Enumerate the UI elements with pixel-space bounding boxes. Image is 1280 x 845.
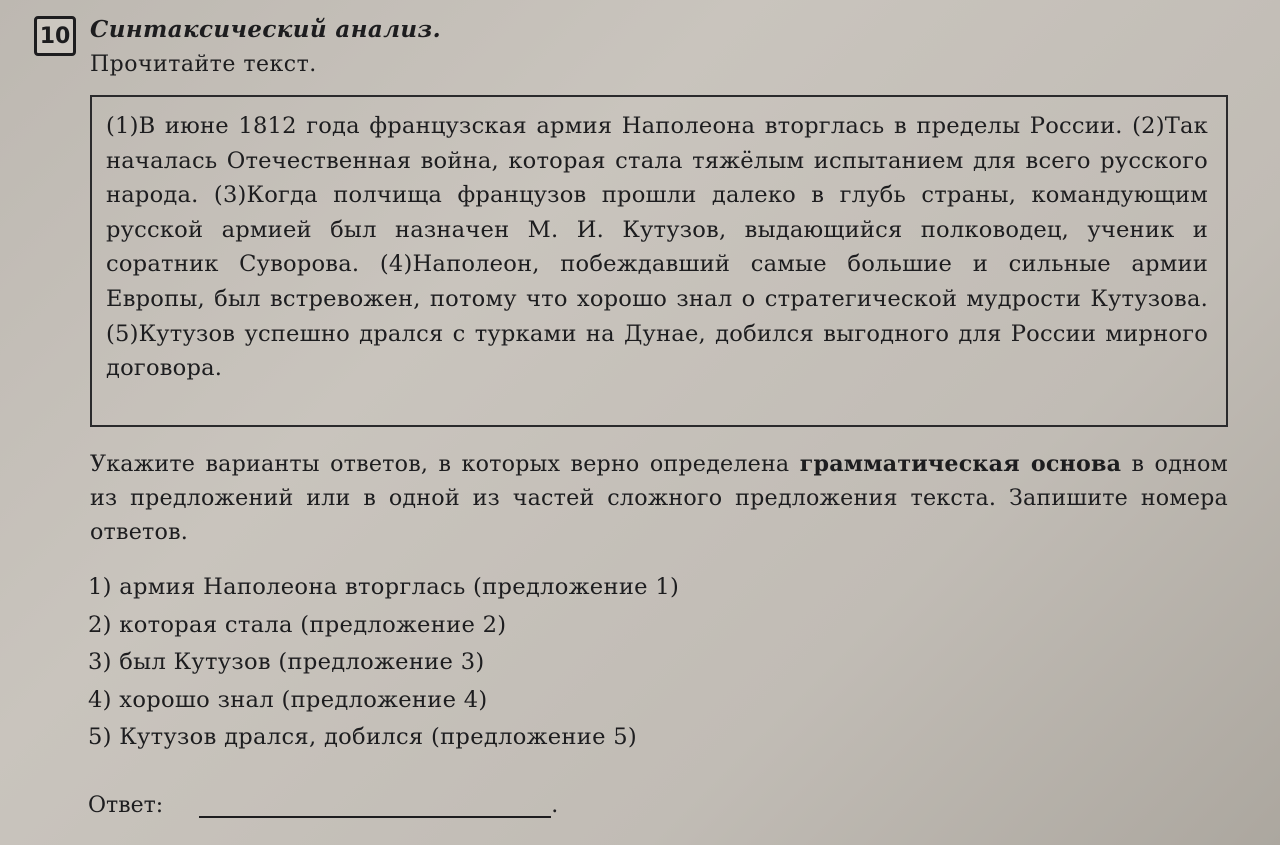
- task-instruction: Прочитайте текст.: [90, 52, 317, 77]
- passage-text: (1)В июне 1812 года французская армия Наполеона вторглась в пределы России. (2)Так началась Отечественная война, которая стала тяжёлым испытанием для всего русского народа. (3)Когда полчища французов прошли далеко в глубь страны, командующим русской армией был назначен М. И. Кутузов, выдающийся полководец, ученик и соратник Суворова. (4)Наполеон, побеждавший самые большие и сильные армии Европы, был встревожен, потому что хорошо знал о стратегической мудрости Кутузова. (5)Кутузов успешно дрался с турками на Дунае, добился выгодного для России мирного договора.: [106, 113, 1208, 382]
- answer-option-3: 3) был Кутузов (предложение 3): [88, 649, 485, 675]
- question-bold-term: грамматическая основа: [799, 451, 1122, 477]
- answer-label: Ответ:: [88, 793, 164, 818]
- answer-option-2: 2) которая стала (предложение 2): [88, 611, 507, 638]
- answer-option-4: 4) хорошо знал (предложение 4): [88, 686, 488, 713]
- question-text-start: Укажите варианты ответов, в которых верно определена: [90, 451, 800, 477]
- answer-row: [88, 790, 558, 818]
- task-number-badge: 10: [34, 16, 76, 56]
- answer-period: .: [551, 793, 559, 818]
- answer-blank-line[interactable]: [199, 790, 551, 818]
- answer-options-list: [88, 569, 679, 757]
- question-text: [90, 447, 1228, 549]
- answer-option-1: 1) армия Наполеона вторглась (предложение 1): [88, 574, 680, 600]
- question-text-end: в одном из предложений или в одной из частей сложного предложения текста. Запишите номера ответов.: [90, 451, 1228, 545]
- answer-option-5: 5) Кутузов дрался, добился (предложение 5): [88, 724, 638, 750]
- passage-box: [90, 95, 1228, 427]
- task-title: Синтаксический анализ.: [90, 16, 442, 43]
